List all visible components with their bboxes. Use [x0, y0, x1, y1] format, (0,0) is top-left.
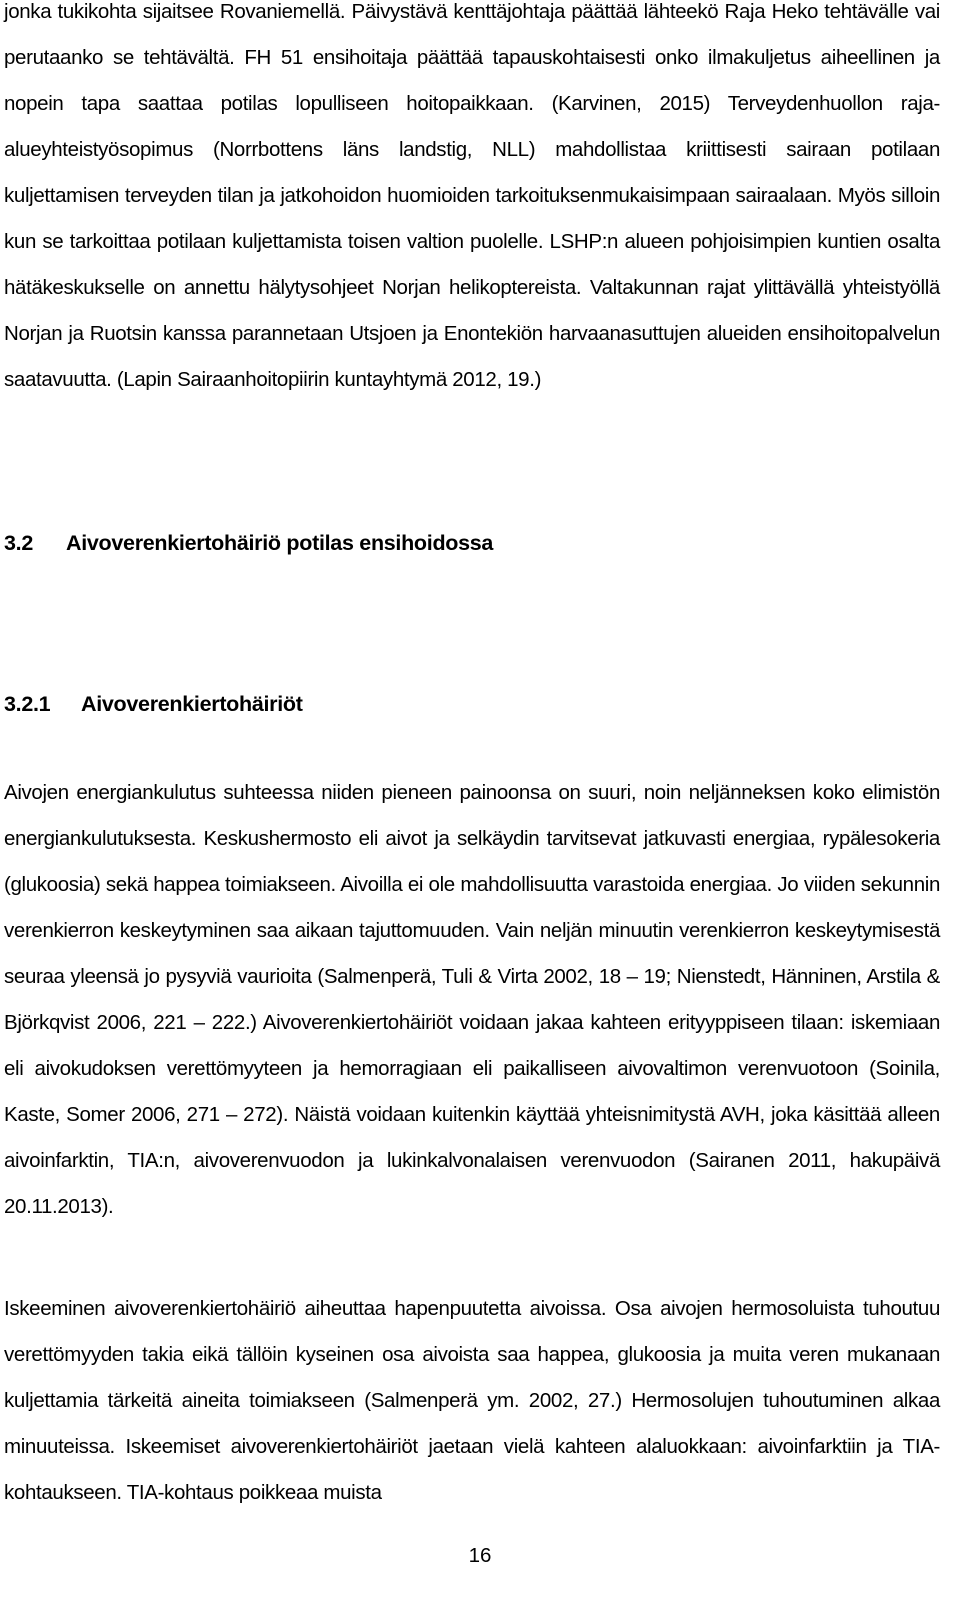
subsection-heading: [4, 689, 303, 719]
body-paragraph: jonka tukikohta sijaitsee Rovaniemellä. Päivystävä kenttäjohtaja päättää lähteekö Raja Heko tehtävälle vai perutaanko se tehtävältä. FH 51 ensihoitaja päättää tapauskohtaisesti onko ilmakuljetus aiheellinen ja nopein tapa saattaa potilas lopulliseen hoitopaikkaan. (Karvinen, 2015) Terveydenhuollon raja-alueyhteistyösopimus (Norrbottens läns landstig, NLL) mahdollistaa kriittisesti sairaan potilaan kuljettamisen terveyden tilan ja jatkohoidon huomioiden tarkoituksenmukaisimpaan sairaalaan. Myös silloin kun se tarkoittaa potilaan kuljettamista toisen valtion puolelle. LSHP:n alueen pohjoisimpien kuntien osalta hätäkeskukselle on annettu hälytysohjeet Norjan helikoptereista. Valtakunnan rajat ylittävällä yhteistyöllä Norjan ja Ruotsin kanssa parannetaan Utsjoen ja Enontekiön harvaanasuttujen alueiden ensihoitopalvelun saatavuutta. (Lapin Sairaanhoitopiirin kuntayhtymä 2012, 19.): [4, 0, 940, 391]
page-number: 16: [468, 1544, 492, 1567]
section-title: Aivoverenkiertohäiriö potilas ensihoidossa: [66, 531, 494, 555]
subsection-number: 3.2.1: [4, 692, 51, 716]
body-paragraph: Iskeeminen aivoverenkiertohäiriö aiheuttaa hapenpuutetta aivoissa. Osa aivojen hermosoluista tuhoutuu verettömyyden takia eikä tällöin kyseinen osa aivoista saa happea, glukoosia ja muita veren mukanaan kuljettamia tärkeitä aineita toimiakseen (Salmenperä ym. 2002, 27.) Hermosolujen tuhoutuminen alkaa minuuteissa. Iskeemiset aivoverenkiertohäiriöt jaetaan vielä kahteen alaluokkaan: aivoinfarktiin ja TIA-kohtaukseen. TIA-kohtaus poikkeaa muista: [4, 1297, 940, 1504]
subsection-title: Aivoverenkiertohäiriöt: [81, 692, 303, 716]
body-paragraph: Aivojen energiankulutus suhteessa niiden pieneen painoonsa on suuri, noin neljänneksen koko elimistön energiankulutuksesta. Keskushermosto eli aivot ja selkäydin tarvitsevat jatkuvasti energiaa, rypälesokeria (glukoosia) sekä happea toimiakseen. Aivoilla ei ole mahdollisuutta varastoida energiaa. Jo viiden sekunnin verenkierron keskeytyminen saa aikaan tajuttomuuden. Vain neljän minuutin verenkierron keskeytymisestä seuraa yleensä jo pysyviä vaurioita (Salmenperä, Tuli & Virta 2002, 18 – 19; Nienstedt, Hänninen, Arstila & Björkqvist 2006, 221 – 222.) Aivoverenkiertohäiriöt voidaan jakaa kahteen erityyppiseen tilaan: iskemiaan eli aivokudoksen verettömyyteen ja hemorragiaan eli paikalliseen aivovaltimon verenvuotoon (Soinila, Kaste, Somer 2006, 271 – 272). Näistä voidaan kuitenkin käyttää yhteisnimitystä AVH, joka käsittää alleen aivoinfarktin, TIA:n, aivoverenvuodon ja lukinkalvonalaisen verenvuodon (Sairanen 2011, hakupäivä 20.11.2013).: [4, 781, 940, 1218]
section-number: 3.2: [4, 531, 33, 555]
section-heading: [4, 528, 493, 558]
